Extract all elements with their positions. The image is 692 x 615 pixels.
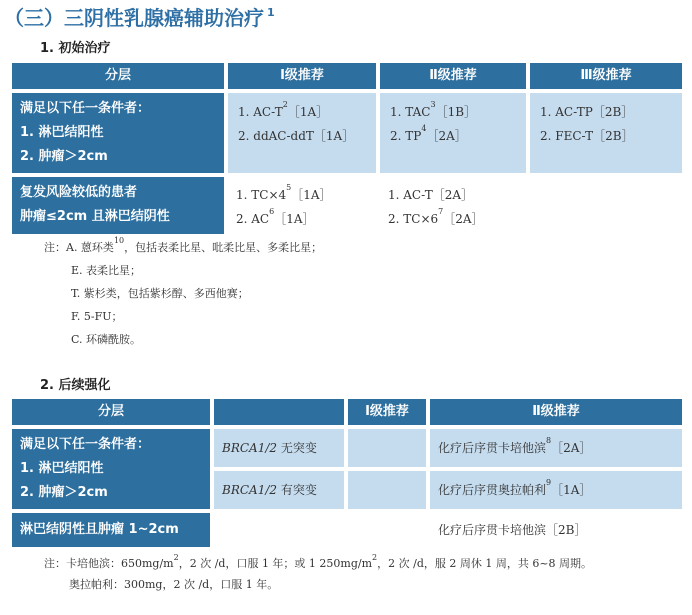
row2-level3 (530, 177, 682, 234)
row1b-level1 (348, 471, 426, 509)
header2-blank (214, 399, 344, 425)
row1b-level2: 化疗后序贯奥拉帕利$^9$［1A］ (430, 471, 682, 509)
header2-level1: Ⅰ级推荐 (348, 399, 426, 425)
row2b-level2: 化疗后序贯卡培他滨［2B］ (430, 513, 682, 547)
header-stratification: 分层 (12, 63, 224, 89)
header2-stratification: 分层 (12, 399, 210, 425)
header2-level2: Ⅱ级推荐 (430, 399, 682, 425)
header-level2: Ⅱ级推荐 (380, 63, 526, 89)
row1a-level2: 化疗后序贯卡培他滨$^8$［2A］ (430, 429, 682, 467)
row2-level1: 1. $TC\times 4^5[1A]$ 2. $AC^6[1A]$ (228, 177, 376, 234)
row1-level2: 1. TAC$^3$［1B］ 2. $TP^4[2A]$ (380, 93, 526, 173)
row2-stratification: 复发风险较低的患者 肿瘤≤2cm 且淋巴结阴性 (12, 177, 224, 234)
section1-notes: 注：A. 蒽环类$^{10}$，包括表柔比星、吡柔比星、多柔比星； E. 表柔比星； T. 紫杉类，包括紫杉醇、多西他赛； F. 5-FU； C. 环磷酰胺。 (44, 236, 323, 346)
row2b-blank (214, 513, 344, 547)
header-level1: Ⅰ级推荐 (228, 63, 376, 89)
title-footnote-ref: 1 (267, 6, 275, 19)
row1-stratification: 满足以下任一条件者： 1. 淋巴结阳性 2. 肿瘤＞2cm (12, 93, 224, 173)
row2-level2: 1. AC-T［2A］ 2. $TC\times 6^7[2A]$ (380, 177, 526, 234)
row1-level3: 1. AC-TP［2B］ 2. FEC-T［2B］ (530, 93, 682, 173)
row1-stratification-2: 满足以下任一条件者： 1. 淋巴结阳性 2. 肿瘤＞2cm (12, 429, 210, 509)
brca-no-mutation: BRCA1/2 无突变 (214, 429, 344, 467)
brca-mutation: BRCA1/2 有突变 (214, 471, 344, 509)
row1-level1: 1. $AC-T^2[1A]$ 2. ddAC-ddT［1A］ (228, 93, 376, 173)
initial-treatment-table (12, 63, 682, 234)
row2-stratification-2: 淋巴结阴性且肿瘤 1~2cm (12, 513, 210, 547)
section1-heading: 1. 初始治疗 (40, 41, 111, 56)
section2-heading: 2. 后续强化 (40, 378, 111, 393)
follow-up-table (12, 399, 682, 549)
page-title: （三）三阴性乳腺癌辅助治疗 $^1$ (4, 6, 275, 30)
section2-notes: 注：卡培他滨：$650mg/m^2$，2 次 /d，口服 1 年；或 1 $250mg/m^2$，2 次 /d，服 2 周休 1 周，共 6~8 周期。 奥拉帕利：300mg，2 次 /d，口服 1 年。 (44, 553, 593, 591)
header-level3: Ⅲ级推荐 (530, 63, 682, 89)
row2b-level1 (348, 513, 426, 547)
row1a-level1 (348, 429, 426, 467)
